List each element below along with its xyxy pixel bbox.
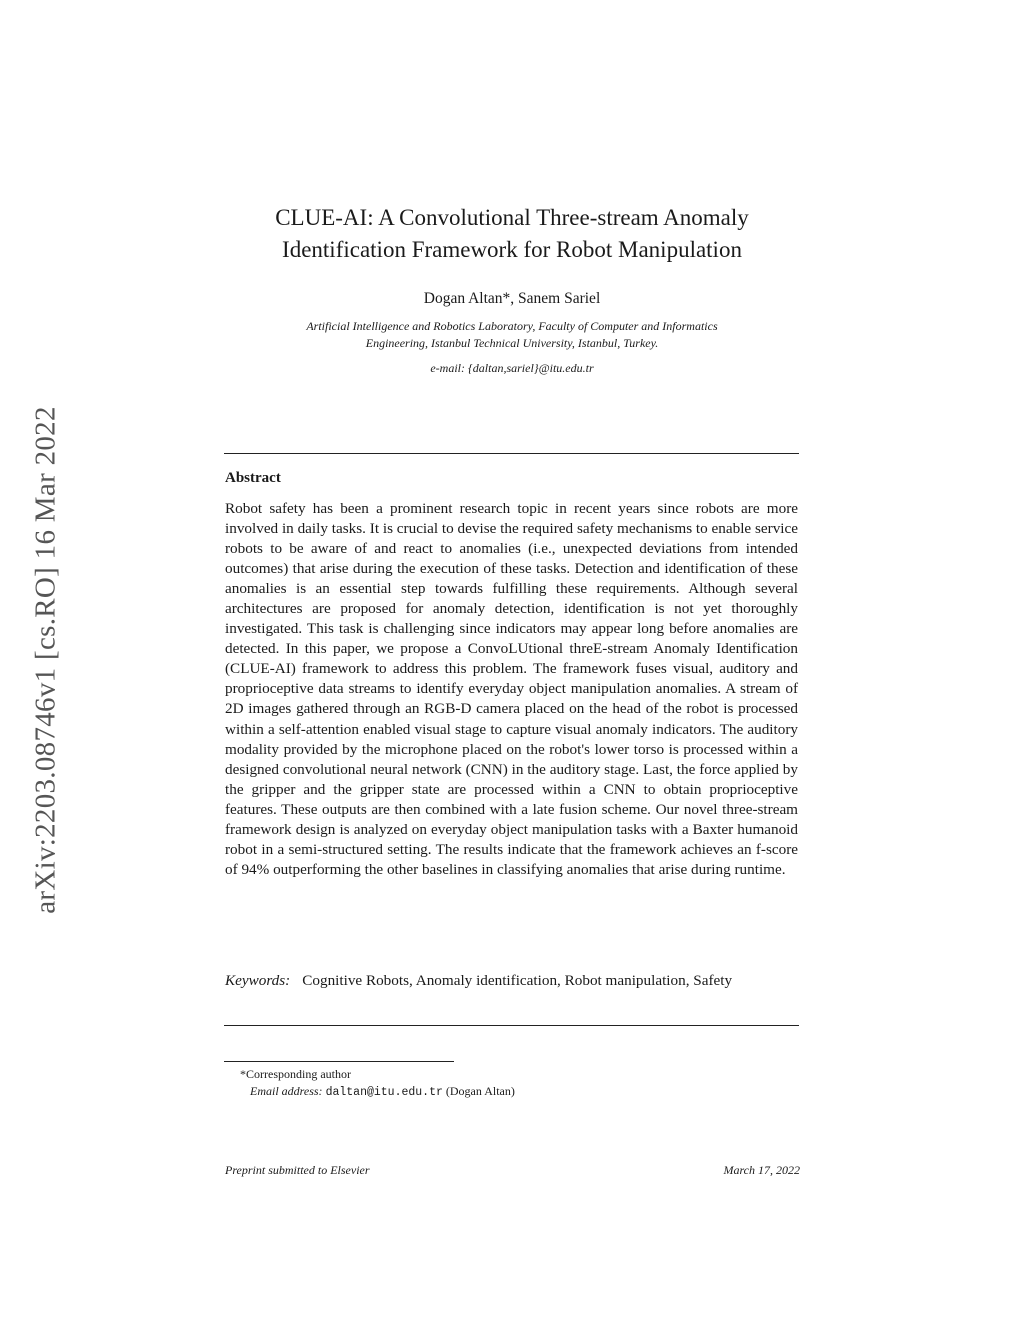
contact-email: e-mail: {daltan,sariel}@itu.edu.tr [430,361,594,375]
arxiv-identifier: arXiv:2203.08746v1 [cs.RO] 16 Mar 2022 [29,406,62,914]
author-list: Dogan Altan*, Sanem Sariel [423,290,601,307]
arxiv-sidebar-stamp [26,340,66,980]
email-address-link[interactable]: daltan@itu.edu.tr [325,1086,443,1099]
keywords [225,971,798,991]
affiliation-line-2: Engineering, Istanbul Technical University, Istanbul, Turkey. [365,336,659,350]
abstract-heading: Abstract [225,470,281,486]
submission-date: March 17, 2022 [723,1163,800,1177]
keywords-label: Keywords: [225,972,291,989]
email-footnote [240,1083,515,1101]
email-label: Email address: [250,1084,323,1098]
paper-title [200,202,824,266]
abstract-bottom-rule [224,1025,799,1026]
title-line-2: Identification Framework for Robot Manipulation [282,237,742,262]
preprint-note: Preprint submitted to Elsevier [225,1163,370,1177]
affiliation [200,318,824,352]
abstract-text: Robot safety has been a prominent research topic in recent years since robots are more involved in daily tasks. It is crucial to devise the required safety mechanisms to enable service robots to be aware of and react to anomalies (i.e., unexpected deviations from intended outcomes) that arise during the execution of these tasks. Detection and identification of these anomalies is an essential step towards fulfilling these requirements. Although several architectures are proposed for anomaly detection, identification is not yet thoroughly investigated. This task is challenging since indicators may appear long before anomalies are detected. In this paper, we propose a ConvoLUtional threE-stream Anomaly Identification (CLUE-AI) framework to address this problem. The framework fuses visual, auditory and proprioceptive data streams to identify everyday object manipulation anomalies. A stream of 2D images gathered through an RGB-D camera placed on the head of the robot is processed within a self-attention enabled visual stage to capture visual anomaly indicators. The auditory modality provided by the microphone placed on the robot's lower torso is processed within a designed convolutional neural network (CNN) in the auditory stage. Last, the force applied by the gripper and the gripper state are processed within a CNN to obtain proprioceptive features. These outputs are then combined with a late fusion scheme. Our novel three-stream framework design is analyzed on everyday object manipulation tasks with a Baxter humanoid robot in a semi-structured setting. The results indicate that the framework achieves an f-score of 94% outperforming the other baselines in classifying anomalies that arise during runtime. [225,500,798,878]
corresponding-author-note: *Corresponding author [240,1067,351,1081]
email-owner: (Dogan Altan) [445,1084,515,1098]
footnote-rule [224,1061,454,1062]
footnotes [240,1066,515,1101]
abstract-top-rule [224,453,799,454]
keywords-text: Cognitive Robots, Anomaly identification, Robot manipulation, Safety [302,972,733,989]
affiliation-line-1: Artificial Intelligence and Robotics Laboratory, Faculty of Computer and Informatics [306,319,718,333]
title-line-1: CLUE-AI: A Convolutional Three-stream Anomaly [275,205,749,230]
